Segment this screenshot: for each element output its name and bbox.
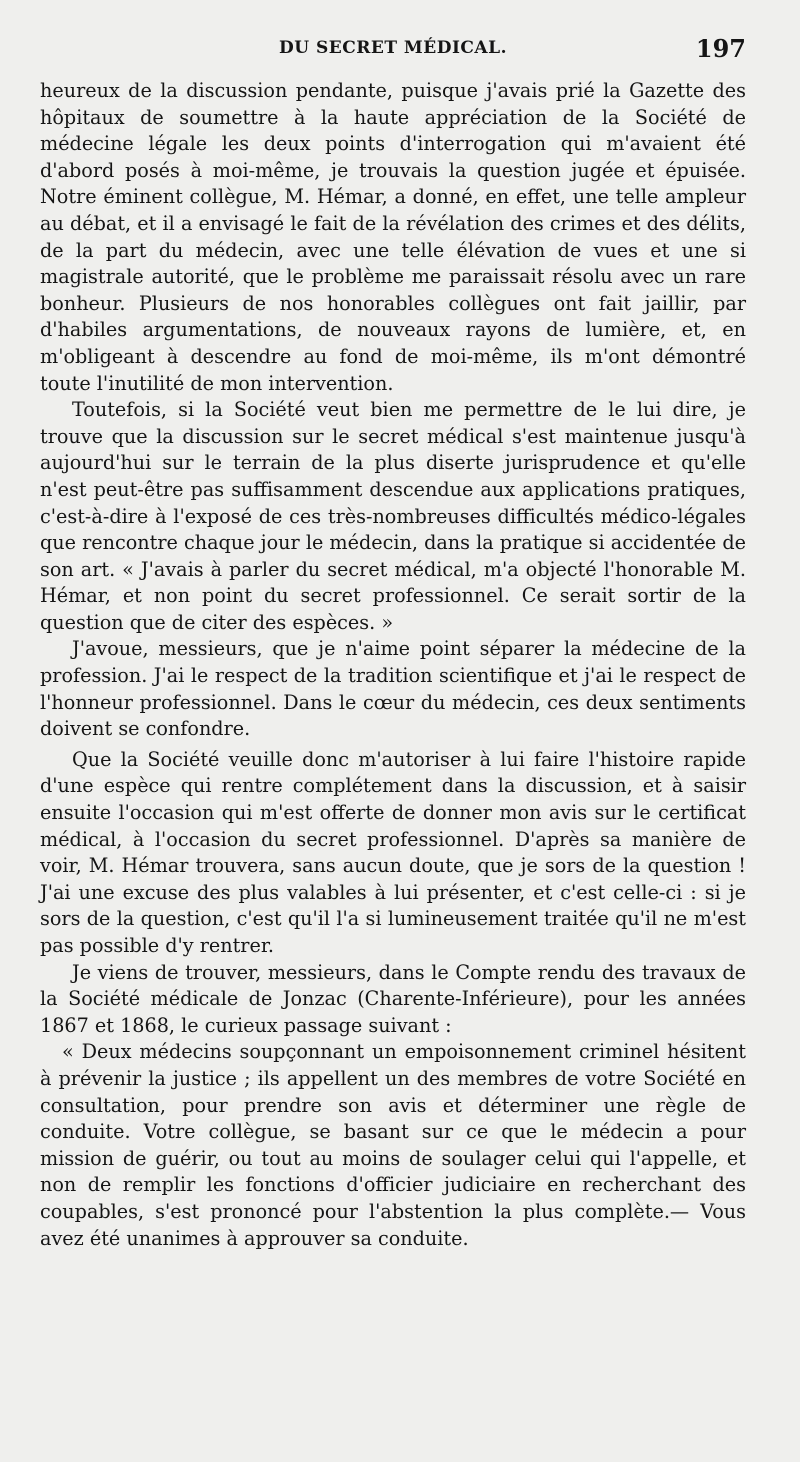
quoted-paragraph: « Deux médecins soupçonnant un empoisonnement criminel hésitent à prévenir la justice ; ils appellent un des membres de votre Société en consultation, pour prendre son avis et déterminer une règle de conduite. Votre collègue, se basant sur ce que le médecin a pour mission de guérir, ou tout au moins de soulager celui qui l'appelle, et non de remplir les fonctions d'officier judiciaire en recherchant des coupables, s'est prononcé pour l'abstention la plus complète.— Vous avez été unanimes à approuver sa conduite. xyxy=(40,1040,746,1250)
paragraph-3: J'avoue, messieurs, que je n'aime point séparer la médecine de la profession. J'ai le respect de la tradition scientifique et j'ai le respect de l'honneur professionnel. Dans le cœur du médecin, ces deux sentiments doivent se confondre. xyxy=(40,637,746,741)
page-number: 197 xyxy=(695,34,746,63)
running-header xyxy=(40,30,746,70)
paragraph-2: Toutefois, si la Société veut bien me permettre de le lui dire, je trouve que la discussion sur le secret médical s'est maintenue jusqu'à aujourd'hui sur le terrain de la plus diserte jurisprudence et qu'elle n'est peut-être pas suffisamment descendue aux applications pratiques, c'est-à-dire à l'exposé de ces très-nombreuses difficultés médico-légales que rencontre chaque jour le médecin, dans la pratique si accidentée de son art. « J'avais à parler du secret médical, m'a objecté l'honorable M. Hémar, et non point du secret professionnel. Ce serait sortir de la question que de citer des espèces. » xyxy=(40,398,746,634)
body-text xyxy=(40,78,746,1252)
paragraph-4: Que la Société veuille donc m'autoriser à lui faire l'histoire rapide d'une espèce qui rentre complétement dans la discussion, et à saisir ensuite l'occasion qui m'est offerte de donner mon avis sur le certificat médical, à l'occasion du secret professionnel. D'après sa manière de voir, M. Hémar trouvera, sans aucun doute, que je sors de la question ! J'ai une excuse des plus valables à lui présenter, et c'est celle-ci : si je sors de la question, c'est qu'il l'a si lumineusement traitée qu'il ne m'est pas possible d'y rentrer. xyxy=(40,747,746,957)
paragraph-5: Je viens de trouver, messieurs, dans le Compte rendu des travaux de la Société médicale de Jonzac (Charente-Inférieure), pour les années 1867 et 1868, le curieux passage suivant : xyxy=(40,960,746,1037)
running-title: DU SECRET MÉDICAL. xyxy=(279,38,507,58)
paragraph-1: heureux de la discussion pendante, puisque j'avais prié la Gazette des hôpitaux de soumettre à la haute appréciation de la Société de médecine légale les deux points d'interrogation qui m'avaient été d'abord posés à moi-même, je trouvais la question jugée et épuisée. Notre éminent collègue, M. Hémar, a donné, en effet, une telle ampleur au débat, et il a envisagé le fait de la révélation des crimes et des délits, de la part du médecin, avec une telle élévation de vues et une si magistrale autorité, que le problème me paraissait résolu avec un rare bonheur. Plusieurs de nos honorables collègues ont fait jaillir, par d'habiles argumentations, de nouveaux rayons de lumière, et, en m'obligeant à descendre au fond de moi-même, ils m'ont démontré toute l'inutilité de mon intervention. xyxy=(40,79,746,395)
